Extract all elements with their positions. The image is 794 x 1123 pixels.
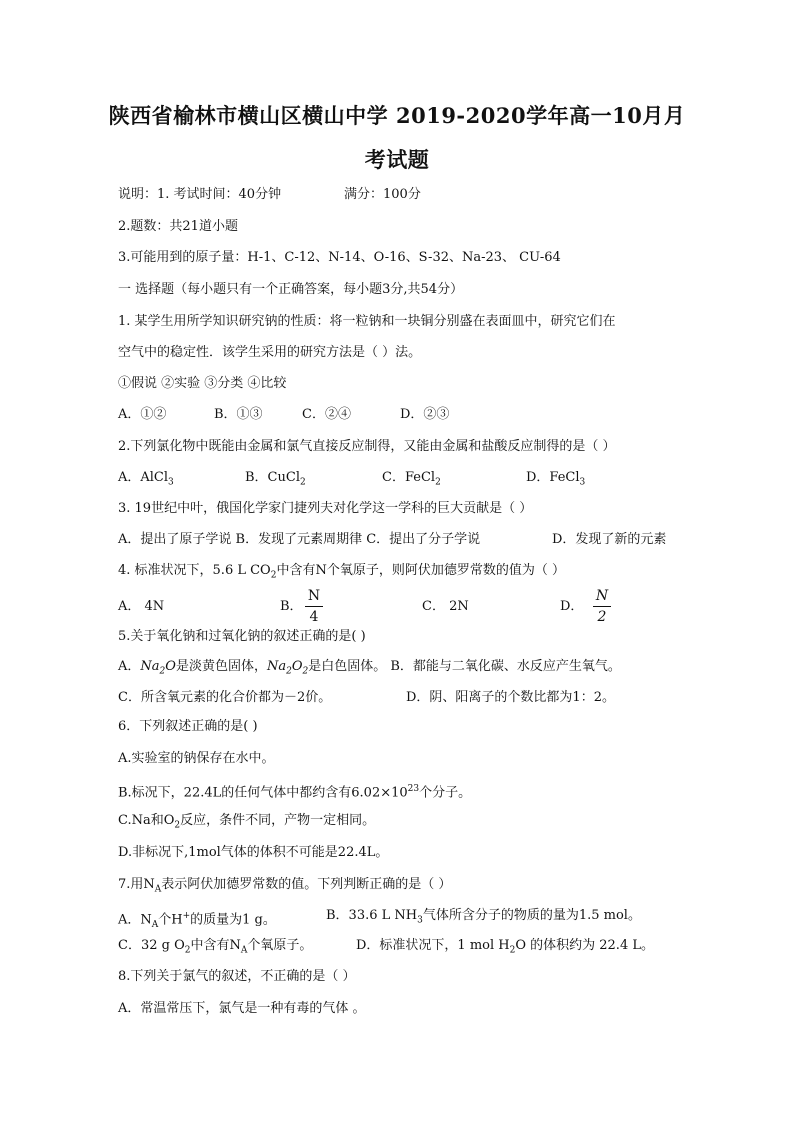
q4-option-a: A． 4N — [118, 599, 165, 614]
q1-option-b: B．①③ — [214, 407, 263, 422]
q6-option-a: A.实验室的钠保存在水中。 — [118, 751, 275, 766]
section-heading: 一 选择题（每小题只有一个正确答案，每小题3分,共54分） — [118, 282, 464, 297]
q5-option-c: C．所含氧元素的化合价都为－2价。 — [118, 690, 332, 705]
q4-stem: 4. 标准状况下，5.6 L $CO_2$中含有N个氧原子，则阿伏加德罗常数的值为（ ） — [118, 563, 565, 581]
q6-stem: 6．下列叙述正确的是( ) — [118, 719, 258, 734]
fraction-numerator: N — [307, 588, 321, 604]
note-atomic-mass: 3.可能用到的原子量：H-1、C-12、N-14、O-16、S-32、Na-23、 CU-64 — [118, 250, 561, 265]
q4-option-d-fraction — [593, 587, 611, 626]
q7-option-d: D．标准状况下，1 mol $H_2O$ 的体积约为 22.4 L。 — [356, 938, 654, 956]
q6-option-c: C.Na和$O_2$反应，条件不同，产物一定相同。 — [118, 813, 376, 831]
q5-options-ab: A．$Na_2O$是淡黄色固体，$Na_2O_2$是白色固体。 B．都能与二氧化碳、水反应产生氧气。 — [118, 659, 621, 677]
fraction-bar — [593, 606, 611, 607]
q7-option-c: C．32 g $O_2$中含有$N_A$个氧原子。 — [118, 938, 313, 956]
q1-stem-line-2: 空气中的稳定性．该学生采用的研究方法是（ ）法。 — [118, 345, 422, 360]
q2-option-a: A．AlCl$_3$ — [118, 470, 174, 488]
q3-stem: 3. 19世纪中叶，俄国化学家门捷列夫对化学这一学科的巨大贡献是（ ） — [118, 501, 533, 516]
q8-stem: 8.下列关于氯气的叙述，不正确的是（ ） — [118, 969, 356, 984]
note-count: 2.题数：共21道小题 — [118, 219, 238, 234]
q1-option-d: D．②③ — [400, 407, 450, 422]
fraction-bar — [305, 606, 323, 607]
q6-option-d: D.非标况下,1mol气体的体积不可能是22.4L。 — [118, 845, 389, 860]
q5-stem: 5.关于氧化钠和过氧化钠的叙述正确的是( ) — [118, 629, 366, 644]
q2-option-d: D．FeCl$_3$ — [526, 470, 586, 488]
q7-option-b: B．33.6 L $NH_3$气体所含分子的物质的量为1.5 mol。 — [326, 908, 641, 926]
fraction-denominator: 2 — [597, 609, 607, 625]
q7-stem: 7.用$N_A$表示阿伏加德罗常数的值。下列判断正确的是（ ） — [118, 877, 452, 895]
exam-title-line-2: 考试题 — [364, 147, 430, 172]
q1-option-a: A．①② — [118, 407, 167, 422]
q3-options-abc: A．提出了原子学说 B．发现了元素周期律 C．提出了分子学说 — [118, 532, 481, 547]
q4-option-d-label: D． — [560, 599, 584, 614]
fraction-numerator: N — [595, 588, 609, 604]
q2-stem: 2.下列氯化物中既能由金属和氯气直接反应制得，又能由金属和盐酸反应制得的是（ ） — [118, 439, 616, 454]
note-time: 说明：1. 考试时间：40分钟 — [118, 187, 282, 202]
q2-option-c: C．FeCl$_2$ — [382, 470, 441, 488]
q4-option-c: C． 2N — [422, 599, 469, 614]
q1-items: ①假说 ②实验 ③分类 ④比较 — [118, 376, 287, 391]
q5-option-d: D．阴、阳离子的个数比都为1：2。 — [406, 690, 615, 705]
exam-title-line-1: 陕西省榆林市横山区横山中学 2019-2020学年高一10月月 — [108, 103, 686, 128]
note-score: 满分：100分 — [344, 187, 421, 202]
q7-option-a: A．$N_A$个H+的质量为1 g。 — [118, 911, 276, 930]
q1-stem-line-1: 1. 某学生用所学知识研究钠的性质：将一粒钠和一块铜分别盛在表面皿中，研究它们在 — [118, 314, 616, 329]
q3-option-d: D．发现了新的元素 — [552, 532, 667, 547]
q1-option-c: C．②④ — [302, 407, 351, 422]
fraction-denominator: 4 — [309, 609, 319, 625]
q4-option-b-fraction — [305, 587, 323, 626]
q6-option-b: B.标况下，22.4L的任何气体中都约含有$6.02\times 10^{23}$个分子。 — [118, 784, 472, 801]
q8-option-a: A．常温常压下，氯气是一种有毒的气体 。 — [118, 1001, 366, 1016]
q2-option-b: B．CuCl$_2$ — [245, 470, 306, 488]
q4-option-b-label: B． — [280, 599, 303, 614]
